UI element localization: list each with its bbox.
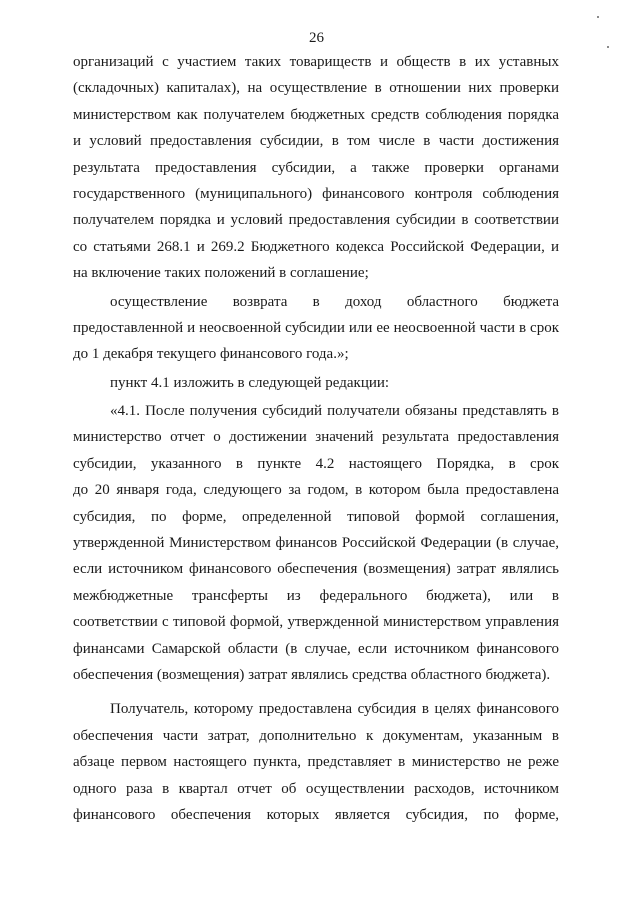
- text-line: соответствии с типовой формой, утвержденной министерством управления: [73, 614, 559, 631]
- text-line: абзаце первом настоящего пункта, представляет в министерство не реже: [73, 754, 559, 771]
- scan-speck: [607, 46, 609, 48]
- text-line: до 20 января года, следующего за годом, в котором была предоставлена: [73, 482, 559, 499]
- text-line: результата предоставления субсидии, а также проверки органами: [73, 159, 559, 176]
- text-line: если источником финансового обеспечения (возмещения) затрат являлись: [73, 561, 559, 578]
- text-line: получателем порядка и условий предоставления субсидии в соответствии: [73, 212, 559, 229]
- text-line: предоставленной и неосвоенной субсидии или ее неосвоенной части в срок: [73, 319, 559, 336]
- text-line: и условий предоставления субсидии, в том числе в части достижения: [73, 133, 559, 150]
- text-line: обеспечения (возмещения) затрат являлись средства областного бюджета).: [73, 666, 551, 683]
- scan-speck: [597, 16, 599, 18]
- paragraph: [73, 289, 559, 368]
- paragraph: [73, 370, 559, 396]
- text-line: со статьями 268.1 и 269.2 Бюджетного кодекса Российской Федерации, и: [73, 238, 559, 255]
- text-line: финансового обеспечения которых является субсидия, по форме,: [73, 806, 559, 823]
- text-line: утвержденной Министерством финансов Российской Федерации (в случае,: [73, 535, 559, 552]
- text-line: субсидия, по форме, определенной типовой формой соглашения,: [73, 508, 559, 525]
- text-line: одного раза в квартал отчет об осуществлении расходов, источником: [73, 780, 559, 797]
- text-line: на включение таких положений в соглашение;: [73, 265, 369, 282]
- paragraph: [73, 696, 559, 828]
- text-line: до 1 декабря текущего финансового года.»;: [73, 346, 349, 363]
- text-line: осуществление возврата в доход областного бюджета: [110, 293, 559, 310]
- paragraph: [73, 398, 559, 688]
- text-line: организаций с участием таких товариществ и обществ в их уставных: [73, 54, 559, 70]
- paragraph: [73, 49, 559, 287]
- text-line: Получатель, которому предоставлена субсидия в целях финансового: [110, 701, 559, 718]
- text-line: (складочных) капиталах), на осуществление в отношении них проверки: [73, 80, 559, 97]
- text-line: государственного (муниципального) финансового контроля соблюдения: [73, 185, 559, 202]
- document-body: [73, 49, 559, 828]
- page-number: 26: [309, 30, 324, 46]
- text-line: межбюджетные трансферты из федерального бюджета), или в: [73, 587, 559, 604]
- text-line: финансами Самарской области (в случае, если источником финансового: [73, 640, 559, 657]
- text-line: министерством как получателем бюджетных средств соблюдения порядка: [73, 106, 559, 123]
- text-line: «4.1. После получения субсидий получатели обязаны представлять в: [110, 403, 559, 420]
- text-line: министерство отчет о достижении значений результата предоставления: [73, 429, 559, 446]
- text-line: пункт 4.1 изложить в следующей редакции:: [110, 374, 390, 391]
- text-line: обеспечения части затрат, дополнительно к документам, указанным в: [73, 727, 559, 744]
- text-line: субсидии, указанного в пункте 4.2 настоящего Порядка, в срок: [73, 455, 559, 472]
